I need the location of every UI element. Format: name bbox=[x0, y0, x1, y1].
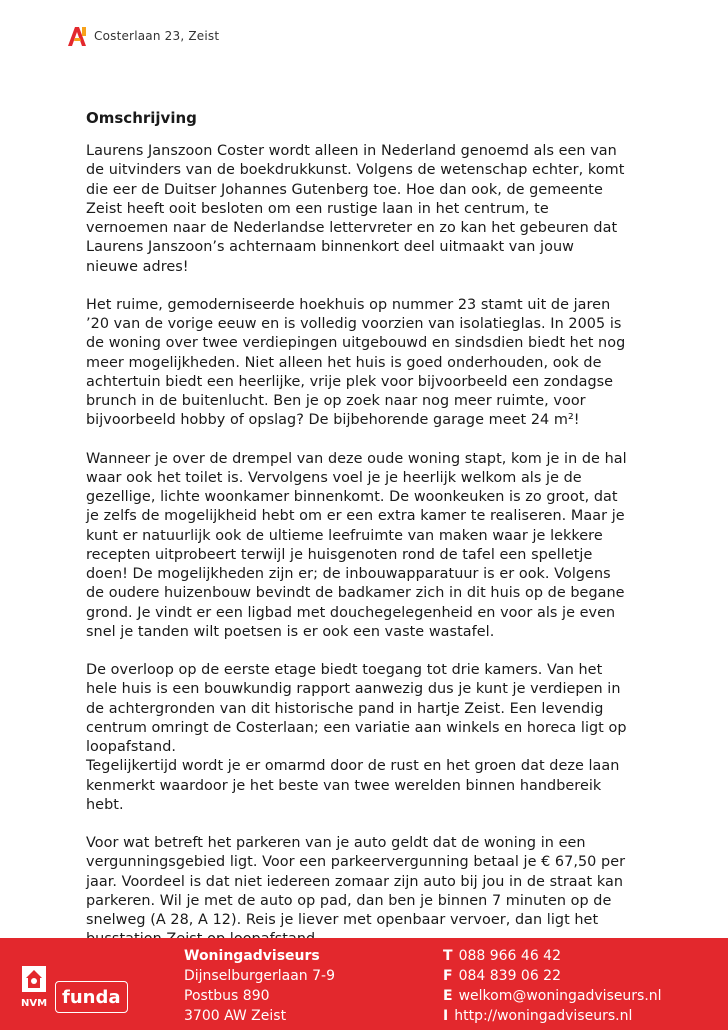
street-address: Dijnselburgerlaan 7-9 bbox=[184, 968, 335, 984]
nvm-logo-icon bbox=[18, 964, 50, 1012]
page-header bbox=[66, 24, 219, 48]
email-line bbox=[443, 986, 662, 1006]
city-postcode: 3700 AW Zeist bbox=[184, 1008, 287, 1024]
fax-line bbox=[443, 966, 662, 986]
paragraph-house: Het ruime, gemoderniseerde hoekhuis op nummer 23 stamt uit de jaren ’20 van de vorige eeuw en is volledig voorzien van isolatieglas. In 2005 is de woning over twee verdiepingen uitgebouwd en sindsdien biedt het nog meer mogelijkheden. Niet alleen het huis is goed onderhouden, ook de achtertuin biedt een heerlijke, vrije plek voor bijvoorbeeld een zondagse brunch in de buitenlucht. Ben je op zoek naar nog meer ruimte, voor bijvoorbeeld hobby of opslag? De bijbehorende garage meet 24 m²! bbox=[86, 296, 626, 429]
paragraph-parking: Voor wat betreft het parkeren van je auto geldt dat de woning in een vergunningsgebied ligt. Voor een parkeervergunning betaal je € 67,50 per jaar. Voordeel is dat niet iedereen zomaar zijn auto bij jou in de straat kan parkeren. Wil je met de auto op pad, dan ben je binnen 7 minuten op de snelweg (A 28, A 12). Reis je liever met openbaar vervoer, dan ligt het bbox=[86, 835, 626, 928]
paragraph-interior: Wanneer je over de drempel van deze oude woning stapt, kom je in de hal waar ook het toilet is. Vervolgens voel je je heerlijk welkom als je de gezellige, lichte woonkamer binnenkomt. De woonkeuken is zo groot, dat je zelfs de mogelijkheid hebt om er een extra kamer te realiseren. Maar je kunt er natuurlijk ook de ultieme leefruimte van maken waar je lekkere recepten uitprobeert terwijl je huisgenoten rond de tafel een spelletje doen! De mogelijkheden zijn er; de inbouwapparatuur is er ook. Volgens de oudere huizenbouw bevindt de badkamer zich in dit huis op de begane grond. Je vindt er een ligbad met douchegelegenheid en voor als je even snel je tanden wilt poetsen is er ook een vaste wastafel. bbox=[86, 450, 627, 640]
footer-bar bbox=[0, 938, 728, 1030]
property-address: Costerlaan 23, Zeist bbox=[94, 29, 220, 43]
postbox: Postbus 890 bbox=[184, 988, 270, 1004]
company-name: Woningadviseurs bbox=[184, 948, 320, 964]
description-section bbox=[86, 108, 656, 969]
email-key: E bbox=[443, 988, 453, 1004]
address-block bbox=[184, 946, 335, 1026]
phone-line bbox=[443, 946, 662, 966]
paragraph-intro: Laurens Janszoon Coster wordt alleen in Nederland genoemd als een van de uitvinders van de boekdrukkunst. Volgens de wetenschap echter, komt die eer de Duitser Johannes Gutenberg toe. Hoe dan ook, de gemeente Zeist heeft ooit besloten om een rustige laan in het centrum, te vernoemen naar de Nederlandse lettervreter en zo kan het gebeuren dat Laurens Janszoon’s achternaam binnenkort deel uitmaakt van jouw nieuwe adres! bbox=[86, 143, 625, 275]
paragraph-surroundings: Tegelijkertijd wordt je er omarmd door de rust en het groen dat deze laan kenmerkt waardoor je het beste van twee werelden binnen handbereik hebt. bbox=[86, 758, 620, 813]
contact-block bbox=[443, 946, 662, 1026]
phone-number: 088 966 46 42 bbox=[458, 948, 561, 964]
website-line bbox=[443, 1006, 662, 1026]
company-logo-icon bbox=[66, 25, 88, 47]
fax-key: F bbox=[443, 968, 453, 984]
website-link[interactable]: http://woningadviseurs.nl bbox=[454, 1008, 633, 1024]
section-title: Omschrijving bbox=[86, 109, 197, 127]
paragraph-first-floor: De overloop op de eerste etage biedt toegang tot drie kamers. Van het hele huis is een bouwkundig rapport aanwezig dus je kunt je verdiepen in de achtergronden van dit historische pand in hartje Zeist. Een levendig centrum omringt de Costerlaan; een variatie aan winkels en horeca ligt op loopafstand. bbox=[86, 662, 627, 755]
fax-number: 084 839 06 22 bbox=[458, 968, 562, 984]
email-link[interactable]: welkom@woningadviseurs.nl bbox=[458, 988, 662, 1004]
website-key: I bbox=[443, 1008, 449, 1024]
nvm-logo-text: NVM bbox=[20, 998, 48, 1009]
phone-key: T bbox=[443, 948, 453, 964]
funda-logo: funda bbox=[55, 981, 128, 1013]
